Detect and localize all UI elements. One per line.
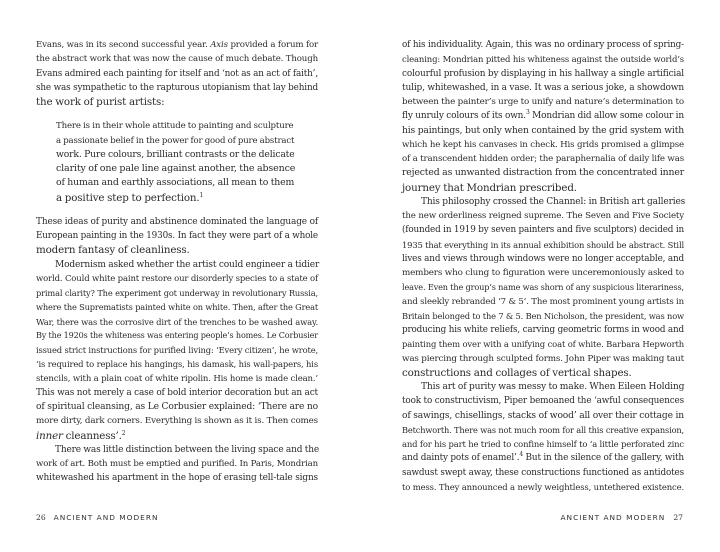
- text-line: inner cleanness’.$^2$: [36, 429, 126, 442]
- text-line: producing his white reliefs, carving geometric forms in wood and: [402, 325, 684, 335]
- text-line: By the 1920s the whiteness was entering people’s homes. Le Corbusier: [36, 330, 318, 340]
- right-footer: [560, 513, 683, 522]
- footnote-marker[interactable]: 2: [121, 429, 126, 437]
- text-line: between the painter’s urge to unify and nature’s determination to: [402, 97, 684, 107]
- quote-line: a positive step to perfection.$^1$: [56, 191, 204, 204]
- page-number: 27: [673, 513, 683, 522]
- running-head: ANCIENT AND MODERN: [53, 513, 159, 522]
- text-line: she was sympathetic to the rapturous utopianism that lay behind: [36, 82, 318, 93]
- page-number: 26: [36, 513, 46, 522]
- text-line: to mess. They announced a newly weightless, untethered existence.: [402, 481, 684, 492]
- text-line: of his individuality. Again, this was no ordinary process of spring-: [402, 40, 684, 50]
- text-line: world. Could white paint restore our disorderly species to a state of: [36, 273, 318, 284]
- text-line: Britain belonged to the 7 & 5. Ben Nicholson, the president, was now: [402, 310, 684, 321]
- text-line: Betchworth. There was not much room for all this creative expansion,: [402, 424, 684, 435]
- text-line: and dainty pots of enamel’.$^4$ But in the silence of the gallery, with: [402, 451, 685, 464]
- text-line: modern fantasy of cleanliness.: [36, 244, 190, 257]
- text-line: These ideas of purity and abstinence dominated the language of: [36, 216, 318, 227]
- text-line: took to constructivism, Piper bemoaned the ‘awful consequences: [402, 396, 684, 407]
- text-line: issued strict instructions for purified living: ‘Every citizen’, he wrote,: [36, 345, 318, 355]
- text-line: which he kept his canvases in check. His grids promised a glimpse: [402, 139, 684, 150]
- text-line: work of art. Both must be emptied and purified. In Paris, Mondrian: [36, 459, 318, 469]
- text-line: cleaning: Mondrian pitted his whiteness against the outside world’s: [402, 54, 684, 65]
- text-line: journey that Mondrian prescribed.: [402, 181, 577, 194]
- left-text-column: [36, 38, 318, 486]
- text-line: painting them over with a unifying coat of white. Barbara Hepworth: [402, 339, 684, 350]
- text-line: ‘is required to replace his hangings, his damask, his wall-papers, his: [36, 359, 318, 370]
- text-line: This philosophy crossed the Channel: in British art galleries: [421, 196, 686, 207]
- left-footer: [36, 513, 159, 522]
- text-line: stencils, with a plain coat of white ripolin. His home is made clean.’: [36, 373, 318, 384]
- block-quote: [36, 119, 296, 205]
- text-line: constructions and collages of vertical shapes.: [402, 366, 632, 379]
- text-line: the work of purist artists:: [36, 96, 165, 108]
- text-line: colourful profusion by displaying in his hallway a single artificial: [402, 68, 684, 79]
- text-line: sawdust swept away, these constructions functioned as antidotes: [402, 467, 684, 478]
- quote-line: work. Pure colours, brilliant contrasts or the delicate: [56, 148, 295, 160]
- text-line: more dirty, dark corners. Everything is shown as it is. Then comes: [36, 416, 318, 427]
- text-line: of spiritual cleansing, as Le Corbusier explained: ‘There are no: [36, 402, 318, 412]
- text-line: of sawings, chisellings, stacks of wood’ all over their cottage in: [402, 410, 684, 421]
- text-line: tulip, whitewashed, in a vase. It was a serious joke, a showdown: [402, 82, 684, 93]
- text-line: 1935 that everything in its annual exhibition should be abstract. Still: [402, 239, 684, 250]
- quote-line: clarity of one pale line against another, the absence: [56, 163, 296, 174]
- running-head: ANCIENT AND MODERN: [560, 513, 666, 522]
- text-line: fly unruly colours of its own.$^3$ Mondrian did allow some colour in: [402, 109, 684, 122]
- text-line: and sleekly rebranded ‘7 & 5’. The most prominent young artists in: [402, 296, 684, 307]
- text-line: primal clarity? The experiment got underway in revolutionary Russia,: [36, 288, 318, 298]
- text-line: This art of purity was messy to make. When Eileen Holding: [421, 382, 685, 392]
- quote-line: a passionate belief in the power for good of pure abstract: [56, 135, 295, 146]
- text-line: Modernism asked whether the artist could engineer a tidier: [55, 259, 320, 270]
- text-line: whitewashed his apartment in the hope of erasing tell-tale signs: [36, 473, 318, 484]
- text-line: the new orderliness reigned supreme. The Seven and Five Society: [402, 211, 684, 221]
- text-line: leave. Even the group’s name was shorn of any suspicious literariness,: [402, 282, 684, 293]
- text-line: the abstract work that was now the cause of much debate. Though: [36, 54, 318, 65]
- text-line: was piercing through sculpted forms. John Piper was making taut: [402, 353, 684, 364]
- quote-line: There is in their whole attitude to painting and sculpture: [56, 121, 294, 132]
- right-text-column: [402, 38, 684, 494]
- text-line: his paintings, but only when contained by the grid system with: [402, 124, 684, 136]
- text-line: Evans admired each painting for itself and ‘not as an act of faith’,: [36, 68, 318, 79]
- text-line: lives and views through windows were no longer acceptable, and: [402, 253, 684, 264]
- text-line: There was little distinction between the living space and the: [55, 444, 320, 455]
- text-line: This was not merely a case of bold interior decoration but an act: [36, 387, 318, 398]
- text-line: and for his part he tried to confine himself to ‘a little perforated zinc: [402, 439, 684, 449]
- text-line: European painting in the 1930s. In fact they were part of a whole: [36, 231, 318, 241]
- text-line: War, there was the corrosive dirt of the trenches to be washed away.: [36, 316, 318, 327]
- quote-line: of human and earthly associations, all mean to them: [56, 177, 295, 189]
- text-line: of a transcendent hidden order; the paraphernalia of daily life was: [402, 154, 684, 164]
- footnote-marker[interactable]: 4: [519, 451, 524, 459]
- footnote-marker[interactable]: 1: [199, 191, 204, 199]
- text-line: rejected as unwanted distraction from the concentrated inner: [402, 167, 684, 179]
- text-line: where the Suprematists painted white on white. Then, after the Great: [36, 302, 318, 313]
- footnote-marker[interactable]: 3: [525, 109, 530, 117]
- right-page: [360, 0, 720, 552]
- text-line: Evans, was in its second successful year. Axis provided a forum for: [36, 40, 319, 50]
- text-line: members who clung to figuration were unceremoniously asked to: [402, 268, 684, 278]
- text-line: (founded in 1919 by seven painters and five sculptors) decided in: [402, 225, 684, 236]
